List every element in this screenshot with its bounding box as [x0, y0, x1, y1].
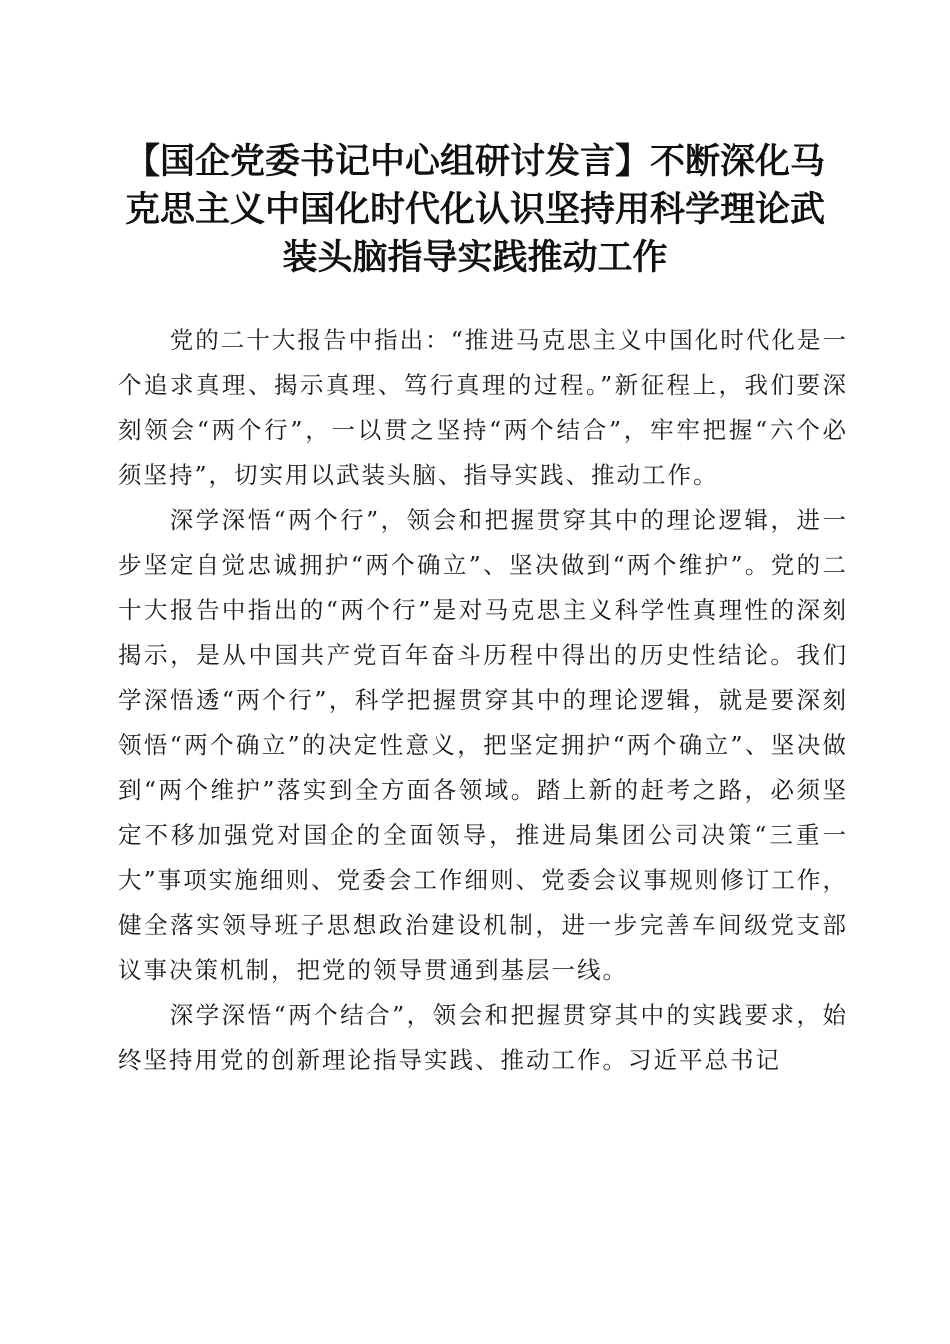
- paragraph-3: 深学深悟“两个结合”，领会和把握贯穿其中的实践要求，始终坚持用党的创新理论指导实践、推动工作。习近平总书记: [118, 1001, 848, 1074]
- document-title: 【国企党委书记中心组研讨发言】不断深化马克思主义中国化时代化认识坚持用科学理论武装头脑指导实践推动工作: [124, 141, 825, 278]
- document-body: [118, 318, 848, 1083]
- paragraph-1: 党的二十大报告中指出：“推进马克思主义中国化时代化是一个追求真理、揭示真理、笃行真理的过程。”新征程上，我们要深刻领会“两个行”，一以贯之坚持“两个结合”，牢牢把握“六个必须坚持”，切实用以武装头脑、指导实践、推动工作。: [118, 326, 848, 489]
- paragraph-2: 深学深悟“两个行”，领会和把握贯穿其中的理论逻辑，进一步坚定自觉忠诚拥护“两个确立”、坚决做到“两个维护”。党的二十大报告中指出的“两个行”是对马克思主义科学性真理性的深刻揭示，是从中国共产党百年奋斗历程中得出的历史性结论。我们学深悟透“两个行”，科学把握贯穿其中的理论逻辑，就是要深刻领悟“两个确立”的决定性意义，把坚定拥护“两个确立”、坚决做到“两个维护”落实到全方面各领域。踏上新的赶考之路，必须坚定不移加强党对国企的全面领导，推进局集团公司决策“三重一大”事项实施细则、党委会工作细则、党委会议事规则修订工作，健全落实领导班子思想政治建设机制，进一步完善车间级党支部议事决策机制，把党的领导贯通到基层一线。: [118, 506, 848, 984]
